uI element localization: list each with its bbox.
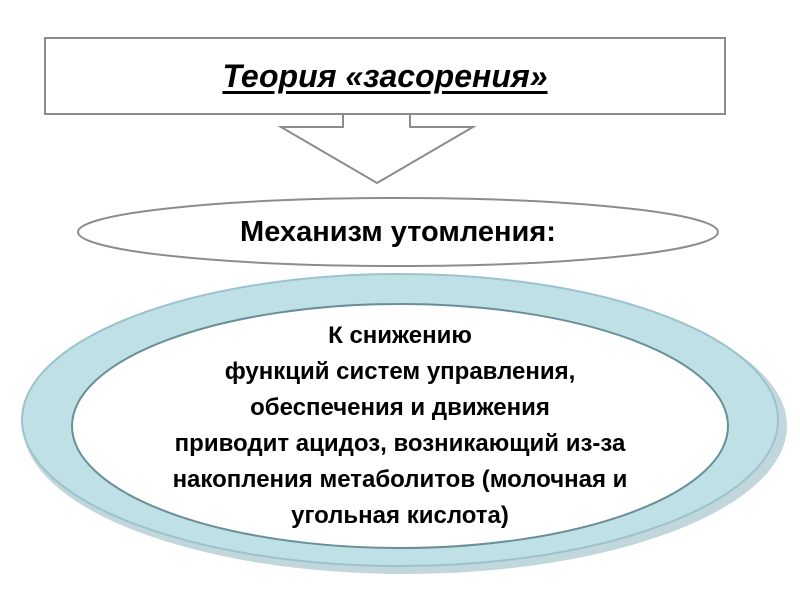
- page-title: Теория «засорения»: [222, 58, 548, 94]
- mechanism-label: Механизм утомления:: [240, 216, 556, 248]
- down-arrow-icon: [281, 114, 473, 183]
- description-line: угольная кислота): [291, 502, 509, 529]
- description-line: приводит ацидоз, возникающий из-за: [174, 430, 626, 457]
- description-line: обеспечения и движения: [250, 394, 550, 421]
- description-line: К снижению: [328, 322, 472, 349]
- description-text: [70, 318, 730, 534]
- description-line: накопления метаболитов (молочная и: [172, 466, 628, 493]
- description-line: функций систем управления,: [224, 358, 576, 385]
